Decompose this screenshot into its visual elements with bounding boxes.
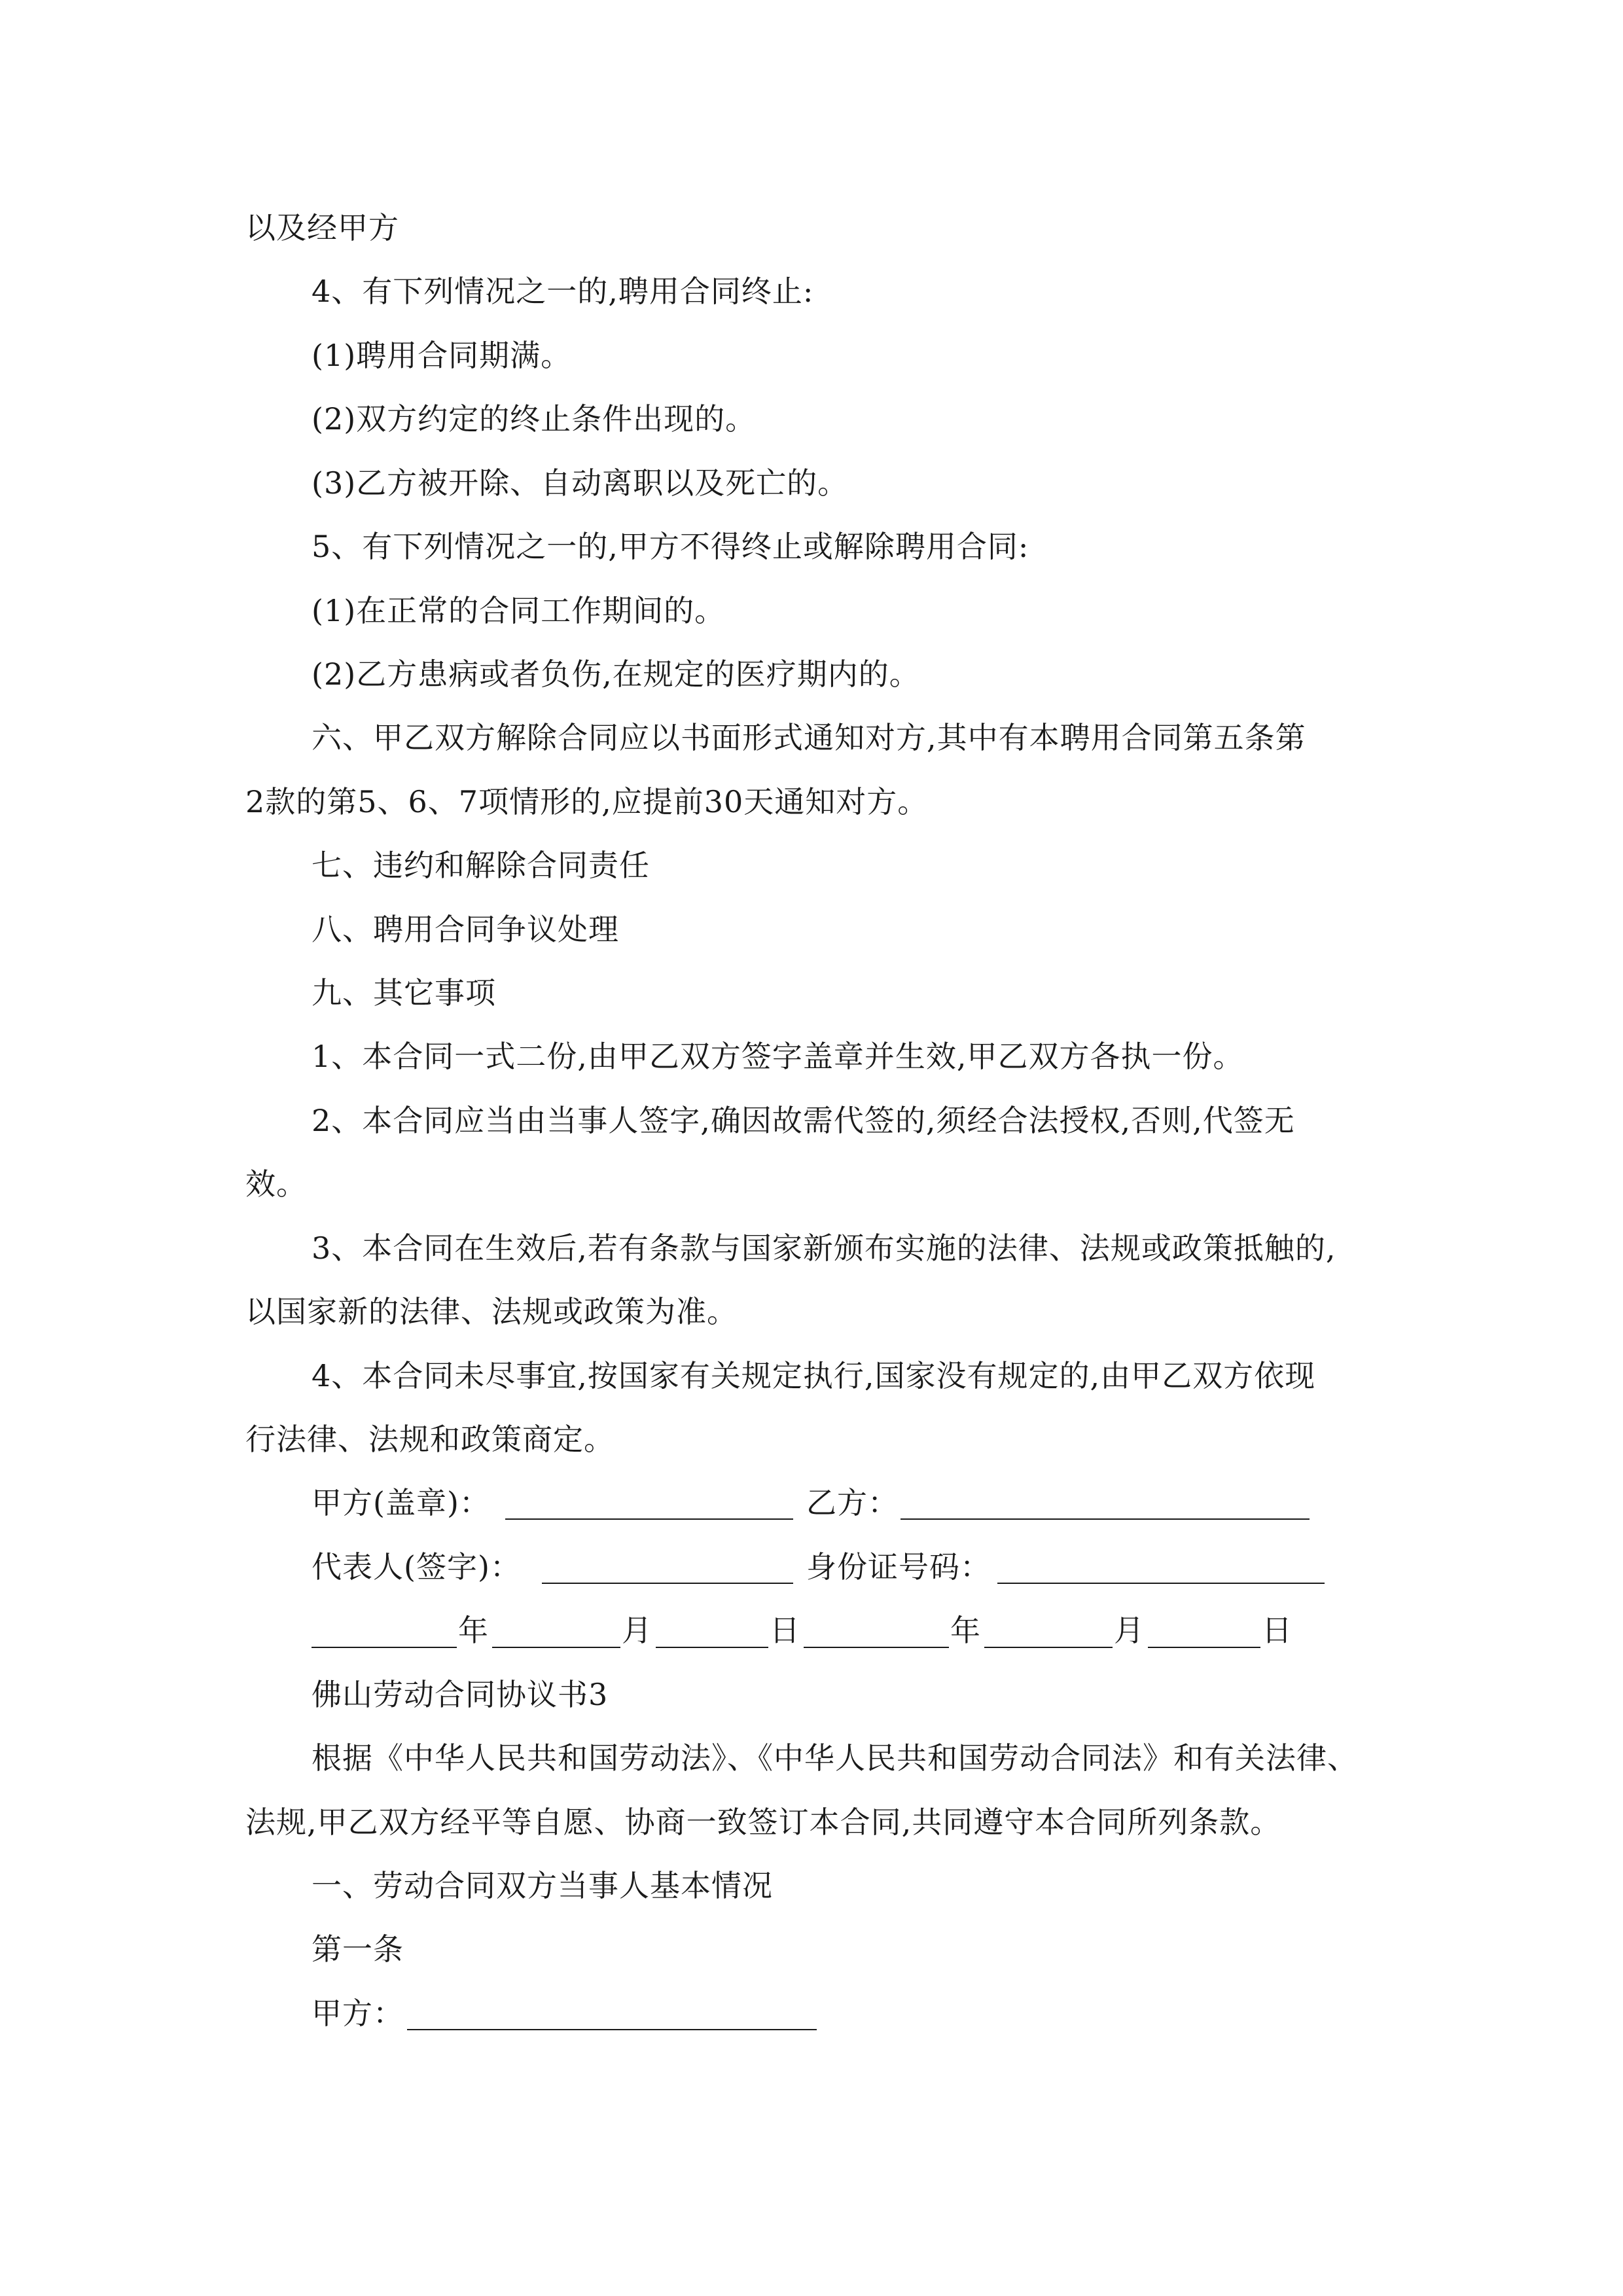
text-line: 效。 bbox=[245, 1166, 307, 1202]
date-a-month-blank[interactable] bbox=[492, 1647, 620, 1648]
date-a-year-label: 年 bbox=[458, 1613, 489, 1648]
date-a-month-label: 月 bbox=[622, 1613, 652, 1648]
text-line: 行法律、法规和政策商定。 bbox=[245, 1422, 615, 1457]
date-b-year-label: 年 bbox=[950, 1613, 981, 1648]
text-line: (2)乙方患病或者负伤,在规定的医疗期内的。 bbox=[312, 656, 920, 692]
section-heading: 七、违约和解除合同责任 bbox=[312, 848, 650, 883]
representative-label: 代表人(签字)： bbox=[312, 1549, 521, 1585]
date-b-month-blank[interactable] bbox=[984, 1647, 1113, 1648]
text-line: 以国家新的法律、法规或政策为准。 bbox=[245, 1294, 738, 1329]
date-a-day-label: 日 bbox=[770, 1613, 800, 1648]
date-b-day-label: 日 bbox=[1262, 1613, 1293, 1648]
date-b-year-blank[interactable] bbox=[804, 1647, 949, 1648]
article-heading: 第一条 bbox=[312, 1931, 404, 1967]
text-line: 2、本合同应当由当事人签字,确因故需代签的,须经合法授权,否则,代签无 bbox=[312, 1103, 1295, 1138]
id-number-blank[interactable] bbox=[997, 1583, 1325, 1584]
date-a-day-blank[interactable] bbox=[656, 1647, 768, 1648]
section3-party-a-label: 甲方： bbox=[312, 1996, 404, 2031]
text-line: (3)乙方被开除、自动离职以及死亡的。 bbox=[312, 465, 849, 501]
date-b-day-blank[interactable] bbox=[1148, 1647, 1260, 1648]
date-a-year-blank[interactable] bbox=[312, 1647, 457, 1648]
text-line: (1)聘用合同期满。 bbox=[312, 338, 572, 373]
text-line: (1)在正常的合同工作期间的。 bbox=[312, 593, 726, 628]
text-line: 4、本合同未尽事宜,按国家有关规定执行,国家没有规定的,由甲乙双方依现 bbox=[312, 1358, 1316, 1393]
section-title: 佛山劳动合同协议书3 bbox=[312, 1677, 609, 1712]
party-b-label: 乙方： bbox=[806, 1485, 899, 1520]
section-heading: 九、其它事项 bbox=[312, 975, 496, 1011]
text-line: 2款的第5、6、7项情形的,应提前30天通知对方。 bbox=[245, 784, 929, 819]
text-line: 根据《中华人民共和国劳动法》、《中华人民共和国劳动合同法》和有关法律、 bbox=[312, 1740, 1358, 1776]
party-a-seal-blank[interactable] bbox=[505, 1518, 793, 1520]
id-number-label: 身份证号码： bbox=[806, 1549, 991, 1585]
text-line: 法规,甲乙双方经平等自愿、协商一致签订本合同,共同遵守本合同所列条款。 bbox=[245, 1804, 1281, 1840]
party-a-seal-label: 甲方(盖章)： bbox=[312, 1485, 490, 1520]
section-heading: 八、聘用合同争议处理 bbox=[312, 912, 619, 947]
text-line: 以及经甲方 bbox=[245, 210, 399, 245]
date-b-month-label: 月 bbox=[1114, 1613, 1145, 1648]
text-line: (2)双方约定的终止条件出现的。 bbox=[312, 401, 757, 437]
section3-party-a-blank[interactable] bbox=[407, 2029, 817, 2030]
text-line: 1、本合同一式二份,由甲乙双方签字盖章并生效,甲乙双方各执一份。 bbox=[312, 1039, 1244, 1074]
section-heading: 一、劳动合同双方当事人基本情况 bbox=[312, 1868, 773, 1903]
text-line: 3、本合同在生效后,若有条款与国家新颁布实施的法律、法规或政策抵触的, bbox=[312, 1230, 1336, 1266]
party-b-blank[interactable] bbox=[901, 1518, 1310, 1520]
text-line: 4、有下列情况之一的,聘用合同终止: bbox=[312, 274, 814, 309]
text-line: 5、有下列情况之一的,甲方不得终止或解除聘用合同: bbox=[312, 529, 1029, 564]
representative-blank[interactable] bbox=[542, 1583, 793, 1584]
text-line: 六、甲乙双方解除合同应以书面形式通知对方,其中有本聘用合同第五条第 bbox=[312, 720, 1306, 755]
